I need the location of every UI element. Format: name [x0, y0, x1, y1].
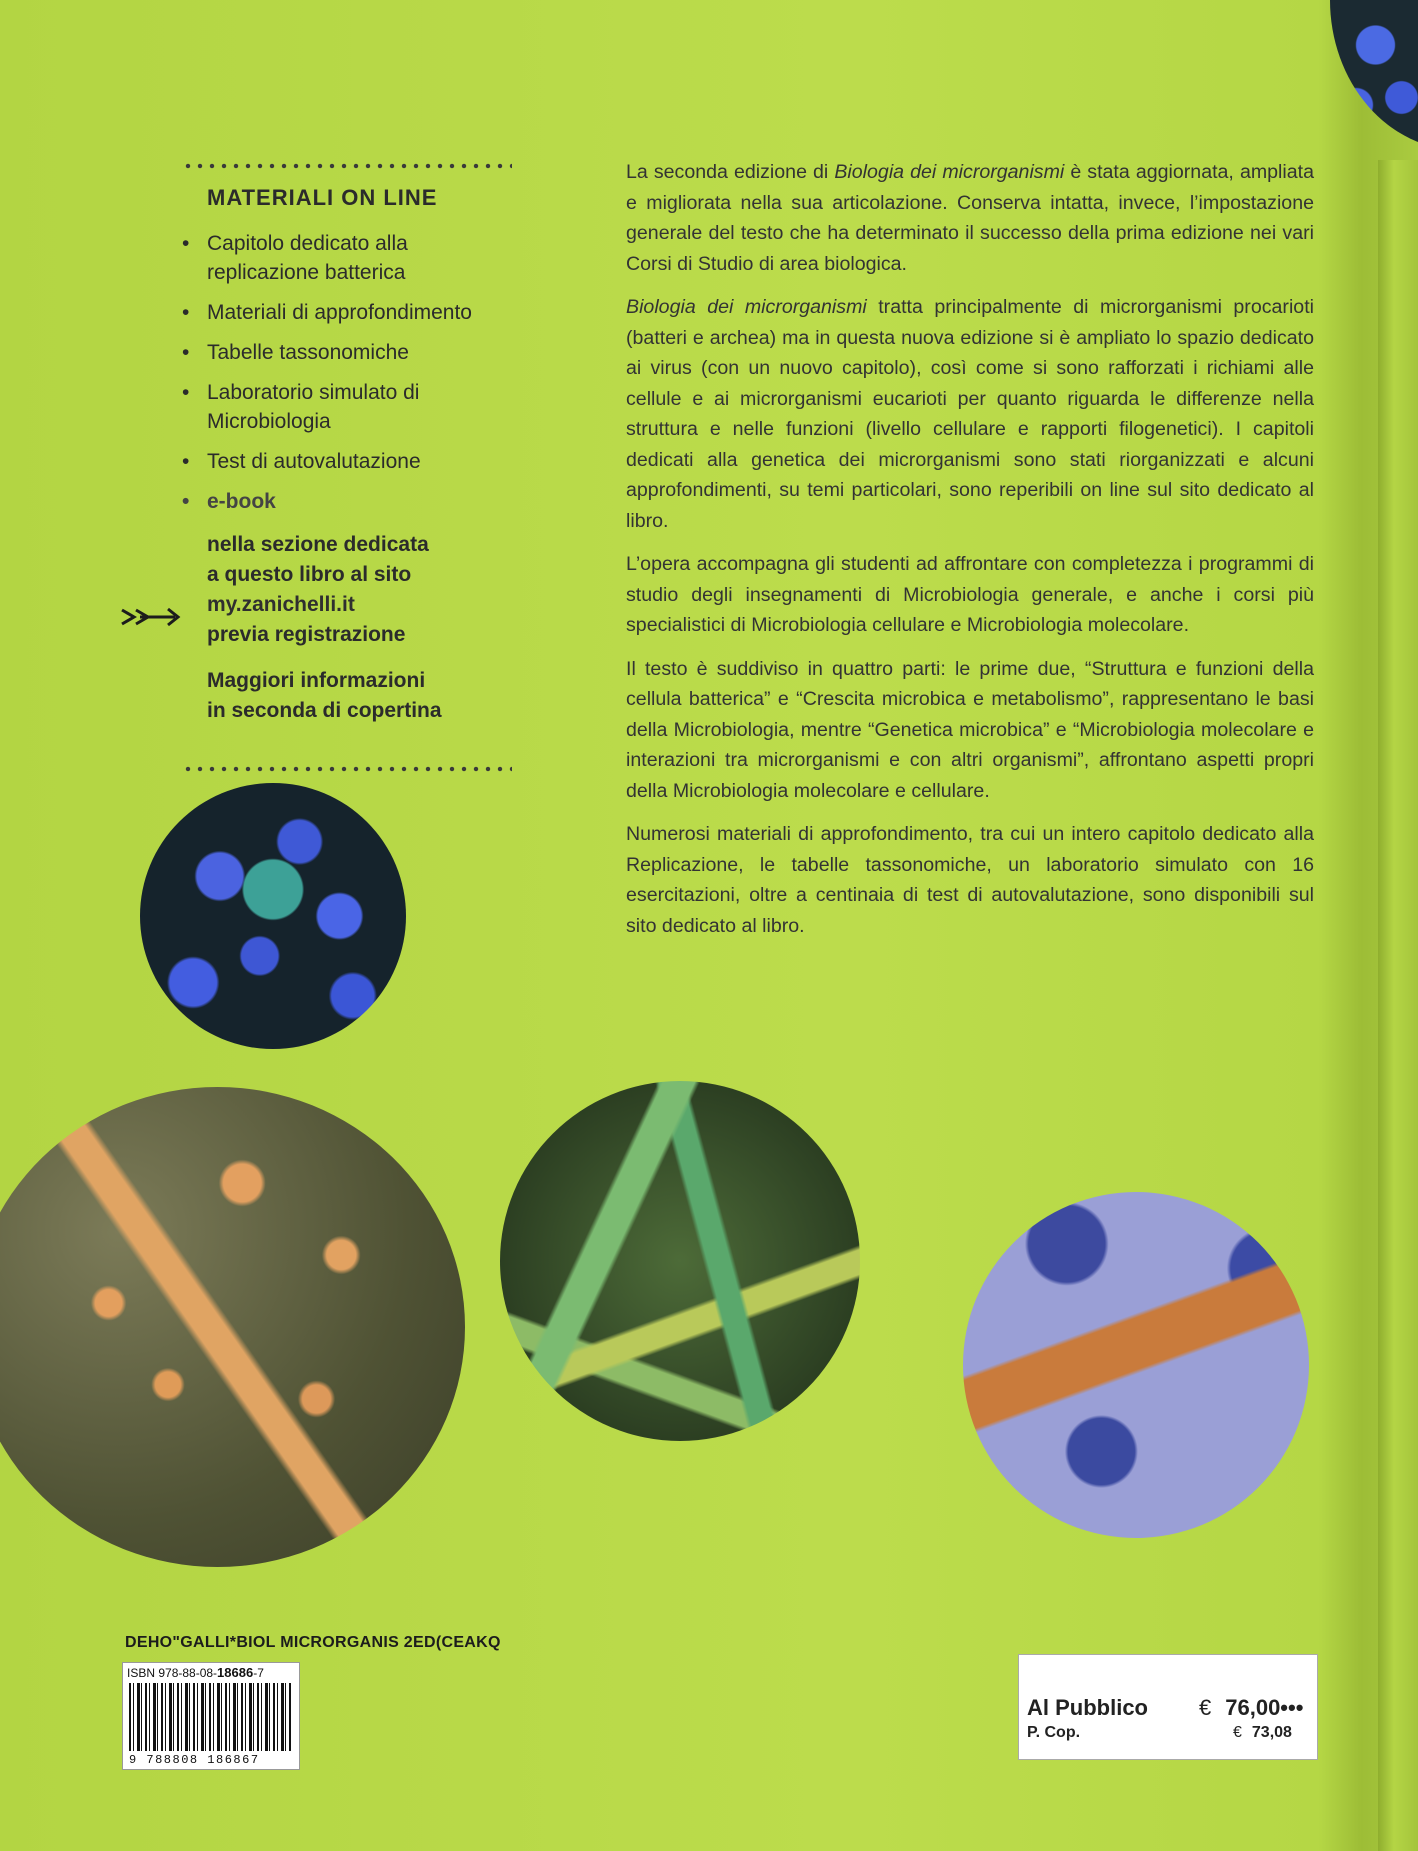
public-price-label: Al Pubblico: [1027, 1695, 1148, 1720]
list-item: • Capitolo dedicato alla replicazione batterica: [182, 229, 522, 287]
description-paragraph: Il testo è suddiviso in quattro parti: le prime due, “Struttura e funzioni della cellula batterica” e “Crescita microbica e metabolismo”, rappresentano le basi della Microbiologia, mentre “Genetica microbica” e “Microbiologia molecolare e interazioni tra microrganismi e con altri organismi”, affrontano aspetti propri della Microbiologia molecolare e cellulare.: [626, 657, 1314, 802]
description-paragraph: Biologia dei microrganismi tratta principalmente di microrganismi procarioti (batteri e archea) ma in questa nuova edizione si è ampliato lo spazio dedicato ai virus (con un nuovo capitolo), così come si sono rafforzati i richiami alle cellule e ai microrganismi eucarioti per quanto riguarda le differenze nella struttura e nelle funzioni (livello cellulare e rapporti filogenetici). I capitoli dedicati alla genetica dei microrganismi sono stati riorganizzati e alcuni approfondimenti, su temi particolari, sono reperibili on line sul sito dedicato al libro.: [626, 296, 1314, 532]
list-item: • Tabelle tassonomiche: [182, 338, 522, 367]
product-code: DEHO"GALLI*BIOL MICRORGANIS 2ED(CEAKQ: [125, 1634, 501, 1651]
access-line: a questo libro al sito: [207, 563, 412, 586]
access-line: nella sezione dedicata: [207, 533, 429, 556]
more-info: [207, 666, 522, 726]
book-description: [626, 157, 1314, 954]
book-spine-edge: [1378, 160, 1418, 1851]
price-label: [1018, 1654, 1318, 1760]
barcode-bars: [129, 1683, 293, 1751]
barcode-number: 9 788808 186867: [129, 1753, 260, 1767]
description-paragraph: L’opera accompagna gli studenti ad affrontare con completezza i programmi di studio degli insegnamenti di Microbiologia generale, e anche i corsi più specialistici di Microbiologia cellulare e Microbiologia molecolare.: [626, 553, 1314, 636]
online-materials-list: [182, 229, 522, 516]
micrograph-purple-cell: [963, 1192, 1309, 1538]
online-materials-box: [182, 185, 522, 726]
online-materials-title: MATERIALI ON LINE: [207, 185, 438, 210]
more-info-line: in seconda di copertina: [207, 699, 442, 722]
description-paragraph: La seconda edizione di Biologia dei microrganismi è stata aggiornata, ampliata e migliorata nella sua articolazione. Conserva intatta, invece, l’impostazione generale del testo che ha determinato il successo della prima edizione nei vari Corsi di Studio di area biologica.: [626, 161, 1315, 275]
list-item-ebook: • e-book: [182, 487, 522, 516]
isbn-text: ISBN 978-88-08-18686-7: [127, 1665, 264, 1680]
description-paragraph: Numerosi materiali di approfondimento, tra cui un intero capitolo dedicato alla Replicazione, le tabelle tassonomiche, un laboratorio simulato con 16 esercitazioni, oltre a centinaia di test di autovalutazione, sono disponibili sul sito dedicato al libro.: [626, 823, 1314, 937]
arrow-right-icon: [120, 604, 190, 630]
list-item: • Laboratorio simulato di Microbiologia: [182, 378, 522, 436]
cover-price-label: P. Cop.: [1027, 1724, 1081, 1741]
micrograph-blue-cocci: [140, 783, 406, 1049]
more-info-line: Maggiori informazioni: [207, 669, 426, 692]
micrograph-green-rods: [500, 1081, 860, 1441]
public-price-value: € 76,00•••: [1199, 1695, 1304, 1720]
list-item: • Test di autovalutazione: [182, 447, 522, 476]
access-info: [207, 530, 522, 650]
dotted-divider-top: [182, 163, 512, 169]
list-item: • Materiali di approfondimento: [182, 298, 522, 327]
dotted-divider-bottom: [182, 766, 512, 772]
access-line: previa registrazione: [207, 623, 406, 646]
isbn-barcode: [122, 1662, 300, 1770]
site-url-link[interactable]: my.zanichelli.it: [207, 593, 355, 616]
cover-price-value: € 73,08: [1233, 1724, 1292, 1741]
